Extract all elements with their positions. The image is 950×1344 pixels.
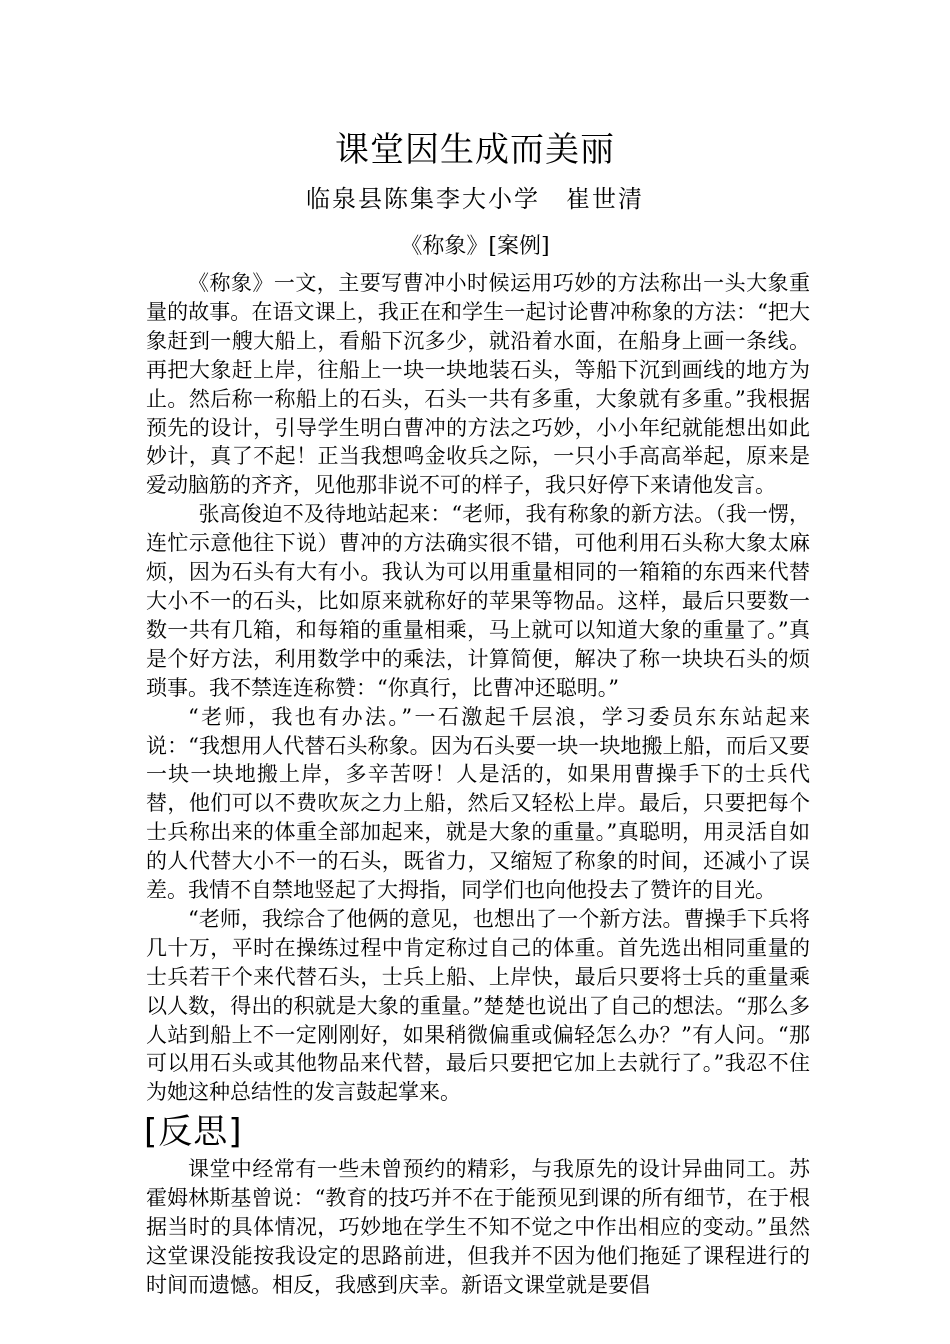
author-line: 临泉县陈集李大小学 崔世清 [306,185,644,213]
document-title: 课堂因生成而美丽 [335,130,615,170]
case-paragraph-1: 《称象》一文，主要写曹冲小时候运用巧妙的方法称出一头大象重量的故事。在语文课上，我正在和学生一起讨论曹冲称象的方法：“把大象赶到一艘大船上，看船下沉多少，就沿着水面，在船身上画一条线。再把大象赶上岸，往船上一块一块地装石头，等船下沉到画线的地方为止。然后称一称船上的石头，石头一共有多重，大象就有多重。”我根据预先的设计，引导学生明白曹冲的方法之巧妙，小小年纪就能想出如此妙计，真了不起！正当我想鸣金收兵之际，一只小手高高举起，原来是爱动脑筋的齐齐，见他那非说不可的样子，我只好停下来请他发言。 [146,271,810,498]
reflection-heading: [反思] [144,1112,243,1153]
case-paragraph-4: “老师，我综合了他俩的意见，也想出了一个新方法。曹操手下兵将几十万，平时在操练过程中肯定称过自己的体重。首先选出相同重量的士兵若干个来代替石头，士兵上船、上岸快，最后只要将士兵的重量乘以人数，得出的积就是大象的重量。”楚楚也说出了自己的想法。“那么多人站到船上不一定刚刚好，如果稍微偏重或偏轻怎么办？”有人问。“那可以用石头或其他物品来代替，最后只要把它加上去就行了。”我忍不住为她这种总结性的发言鼓起掌来。 [146,906,810,1105]
case-paragraph-3: “老师，我也有办法。”一石激起千层浪，学习委员东东站起来说：“我想用人代替石头称象。因为石头要一块一块地搬上船，而后又要一块一块地搬上岸，多辛苦呀！人是活的，如果用曹操手下的士兵代替，他们可以不费吹灰之力上船，然后又轻松上岸。最后，只要把每个士兵称出来的体重全部加起来，就是大象的重量。”真聪明，用灵活自如的人代替大小不一的石头，既省力，又缩短了称象的时间，还减小了误差。我情不自禁地竖起了大拇指，同学们也向他投去了赞许的目光。 [146,704,810,903]
reflection-paragraph: 课堂中经常有一些未曾预约的精彩，与我原先的设计异曲同工。苏霍姆林斯基曾说：“教育的技巧并不在于能预见到课的所有细节，在于根据当时的具体情况，巧妙地在学生不知不觉之中作出相应的变动。”虽然这堂课没能按我设定的思路前进，但我并不因为他们拖延了课程进行的时间而遗憾。相反，我感到庆幸。新语文课堂就是要倡 [146,1157,810,1297]
body-text [146,269,810,1300]
case-subtitle: 《称象》[案例] [400,234,550,259]
case-paragraph-2: 张高俊迫不及待地站起来：“老师，我有称象的新方法。（我一愣，连忙示意他往下说）曹冲的方法确实很不错，可他利用石头称大象太麻烦，因为石头有大有小。我认为可以用重量相同的一箱箱的东西来代替大小不一的石头，比如原来就称好的苹果等物品。这样，最后只要数一数一共有几箱，和每箱的重量相乘，马上就可以知道大象的重量了。”真是个好方法，利用数学中的乘法，计算简便，解决了称一块块石头的烦琐事。我不禁连连称赞：“你真行，比曹冲还聪明。” [146,502,810,700]
